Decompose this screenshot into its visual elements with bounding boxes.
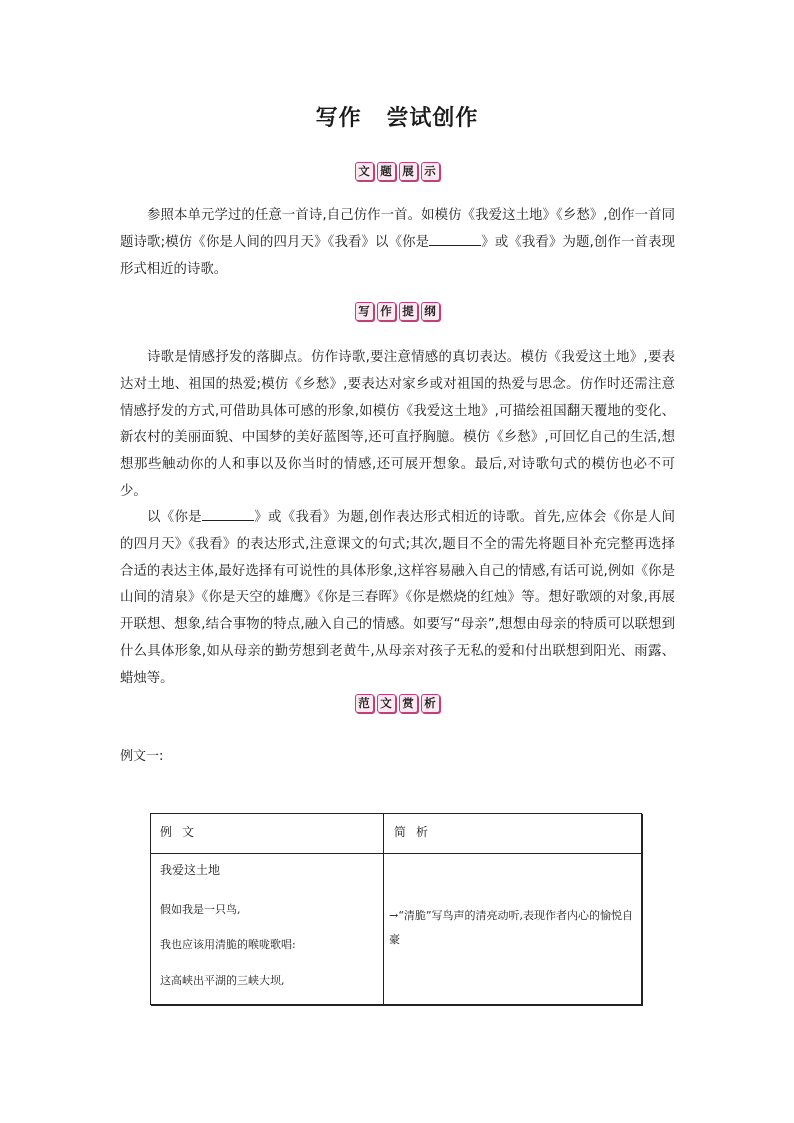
table-divider-vertical [383, 814, 384, 1004]
table-header-analysis: 简析 [394, 825, 439, 839]
badge-char: 赏 [399, 694, 418, 713]
poem-title: 我爱这土地 [160, 863, 221, 877]
section-badge-outline [0, 302, 794, 321]
example-label: 例文一: [120, 749, 164, 764]
example-table [150, 813, 642, 1005]
badge-char: 提 [399, 302, 418, 321]
section-badge-appreciation [0, 694, 794, 713]
outline-paragraph-1: 诗歌是情感抒发的落脚点。仿作诗歌,要注意情感的真切表达。模仿《我爱这土地》,要表达对土地、祖国的热爱;模仿《乡愁》,要表达对家乡或对祖国的热爱与思念。仿作时还需注意情感抒发的方式,可借助具体可感的形象,如模仿《我爱这土地》,可描绘祖国翻天覆地的变化、新农村的美丽面貌、中国梦的美好蓝图等,还可直抒胸臆。模仿《乡愁》,可回忆自己的生活,想想那些触动你的人和事以及你当时的情感,还可展开想象。最后,对诗歌句式的模仿也必不可少。 [120, 350, 675, 499]
outline-paragraph-2: 以《你是 》或《我看》为题,创作表达形式相近的诗歌。首先,应体会《你是人间的四月天》《我看》的表达形式,注意课文的句式;其次,题目不全的需先将题目补充完整再选择合适的表达主体,最好选择有可说性的具体形象,这样容易融入自己的情感,有话可说,例如《你是山间的清泉》《你是天空的雄鹰》《你是三春晖》《你是燃烧的红烛》等。想好歌颂的对象,再展开联想、想象,结合事物的特点,融入自己的情感。如要写“母亲”,想想由母亲的特质可以联想到什么具体形象,如从母亲的勤劳想到老黄牛,从母亲对孩子无私的爱和付出联想到阳光、雨露、蜡烛等。 [120, 505, 675, 693]
analysis-note: →“清脆”写鸟声的清亮动听,表现作者内心的愉悦自豪 [389, 909, 633, 946]
badge-char: 题 [377, 162, 396, 181]
poem-line: 假如我是一只鸟, [160, 903, 241, 916]
badge-char: 示 [421, 162, 440, 181]
badge-char: 析 [421, 694, 440, 713]
badge-char: 文 [377, 694, 396, 713]
badge-char: 写 [355, 302, 374, 321]
title-part1: 写作 [315, 105, 362, 131]
poem-line: 这高峡出平湖的三峡大坝, [160, 974, 285, 987]
section-badge-topic [0, 162, 794, 181]
badge-char: 范 [355, 694, 374, 713]
page-title [0, 101, 794, 132]
badge-char: 文 [355, 162, 374, 181]
fill-blank [429, 232, 481, 246]
badge-char: 作 [377, 302, 396, 321]
poem-line: 我也应该用清脆的喉咙歌唱: [160, 938, 296, 951]
fill-blank [202, 507, 254, 521]
table-header-example: 例文 [160, 825, 205, 839]
badge-char: 展 [399, 162, 418, 181]
prompt-paragraph: 参照本单元学过的任意一首诗,自己仿作一首。如模仿《我爱这土地》《乡愁》,创作一首同题诗歌;模仿《你是人间的四月天》《我看》以《你是 》或《我看》为题,创作一首表现形式相近的诗歌。 [120, 208, 675, 277]
badge-char: 纲 [421, 302, 440, 321]
title-part2: 尝试创作 [386, 105, 479, 131]
table-divider-horizontal [151, 853, 641, 854]
